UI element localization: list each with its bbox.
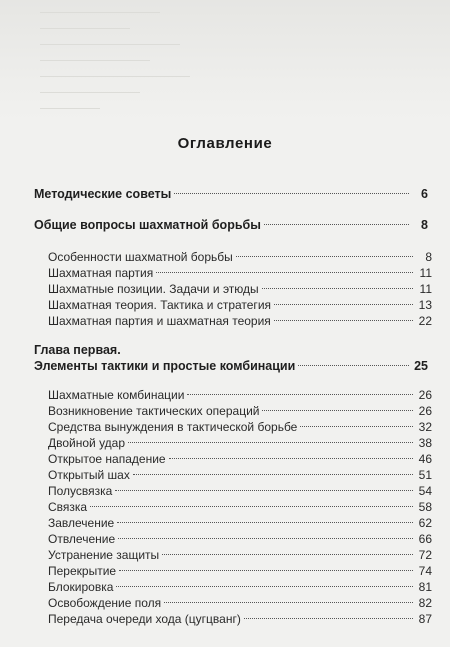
bleed-line xyxy=(40,76,190,77)
bleed-line xyxy=(40,60,150,61)
toc-entry-general-questions[interactable] xyxy=(34,216,428,234)
page-number: 26 xyxy=(418,388,432,402)
bleed-line xyxy=(40,108,100,109)
entry-label: Шахматная теория. Тактика и стратегия xyxy=(48,298,272,312)
entry-label: Шахматная партия xyxy=(48,266,154,280)
page-number: 74 xyxy=(418,564,432,578)
toc-entry-method-advice[interactable] xyxy=(34,185,428,203)
toc-entry-chapter-one[interactable] xyxy=(34,357,428,375)
page-number: 22 xyxy=(418,314,432,328)
entry-label: Особенности шахматной борьбы xyxy=(48,250,233,264)
page-number: 66 xyxy=(418,532,432,546)
toc-title: Оглавление xyxy=(177,135,273,152)
dot-leader xyxy=(169,458,413,459)
dot-leader xyxy=(156,272,413,273)
entry-label: Шахматные позиции. Задачи и этюды xyxy=(48,282,259,296)
entry-label: Перекрытие xyxy=(48,564,117,578)
entry-label: Элементы тактики и простые комбинации xyxy=(34,359,296,373)
entry-label: Методические советы xyxy=(34,187,172,201)
dot-leader xyxy=(264,224,409,225)
entry-label: Полусвязка xyxy=(48,484,113,498)
dot-leader xyxy=(174,193,409,194)
dot-leader xyxy=(236,256,413,257)
page-number: 81 xyxy=(418,580,432,594)
dot-leader xyxy=(187,394,413,395)
dot-leader xyxy=(128,442,413,443)
page-number: 26 xyxy=(418,404,432,418)
chapter-heading: Глава первая. xyxy=(34,343,121,357)
page-number: 13 xyxy=(418,298,432,312)
page-number: 8 xyxy=(421,218,428,232)
page-number: 54 xyxy=(418,484,432,498)
dot-leader xyxy=(119,570,413,571)
page-number: 11 xyxy=(419,282,432,296)
dot-leader xyxy=(300,426,413,427)
entry-label: Устранение защиты xyxy=(48,548,160,562)
page-number: 6 xyxy=(421,187,428,201)
toc-entry[interactable] xyxy=(48,610,432,628)
entry-label: Открытое нападение xyxy=(48,452,166,466)
entry-label: Связка xyxy=(48,500,88,514)
bleed-line xyxy=(40,28,130,29)
entry-label: Средства вынуждения в тактической борьбе xyxy=(48,420,298,434)
page-number: 51 xyxy=(418,468,432,482)
toc-entry[interactable] xyxy=(48,312,432,330)
page-number: 38 xyxy=(418,436,432,450)
dot-leader xyxy=(118,538,413,539)
page-number: 32 xyxy=(418,420,432,434)
page-number: 46 xyxy=(418,452,432,466)
entry-label: Передача очереди хода (цугцванг) xyxy=(48,612,241,626)
entry-label: Шахматная партия и шахматная теория xyxy=(48,314,271,328)
entry-label: Завлечение xyxy=(48,516,115,530)
dot-leader xyxy=(274,304,413,305)
page-number: 87 xyxy=(418,612,432,626)
page-number: 25 xyxy=(414,359,428,373)
dot-leader xyxy=(262,288,413,289)
page-number: 82 xyxy=(418,596,432,610)
entry-label: Возникновение тактических операций xyxy=(48,404,260,418)
entry-label: Шахматные комбинации xyxy=(48,388,185,402)
entry-label: Блокировка xyxy=(48,580,114,594)
bleed-line xyxy=(40,12,160,13)
dot-leader xyxy=(133,474,413,475)
page-number: 58 xyxy=(418,500,432,514)
dot-leader xyxy=(274,320,413,321)
dot-leader xyxy=(116,586,413,587)
dot-leader xyxy=(115,490,413,491)
dot-leader xyxy=(162,554,413,555)
page-number: 62 xyxy=(418,516,432,530)
page-number: 8 xyxy=(425,250,432,264)
dot-leader xyxy=(244,618,413,619)
dot-leader xyxy=(164,602,413,603)
page-number: 11 xyxy=(419,266,432,280)
dot-leader xyxy=(117,522,413,523)
entry-label: Двойной удар xyxy=(48,436,126,450)
page-number: 72 xyxy=(418,548,432,562)
entry-label: Открытый шах xyxy=(48,468,130,482)
entry-label: Освобождение поля xyxy=(48,596,162,610)
entry-label: Отвлечение xyxy=(48,532,116,546)
bleed-line xyxy=(40,44,180,45)
entry-label: Общие вопросы шахматной борьбы xyxy=(34,218,261,232)
bleed-through-area xyxy=(0,0,450,120)
dot-leader xyxy=(298,365,409,366)
dot-leader xyxy=(90,506,413,507)
dot-leader xyxy=(262,410,413,411)
bleed-line xyxy=(40,92,140,93)
